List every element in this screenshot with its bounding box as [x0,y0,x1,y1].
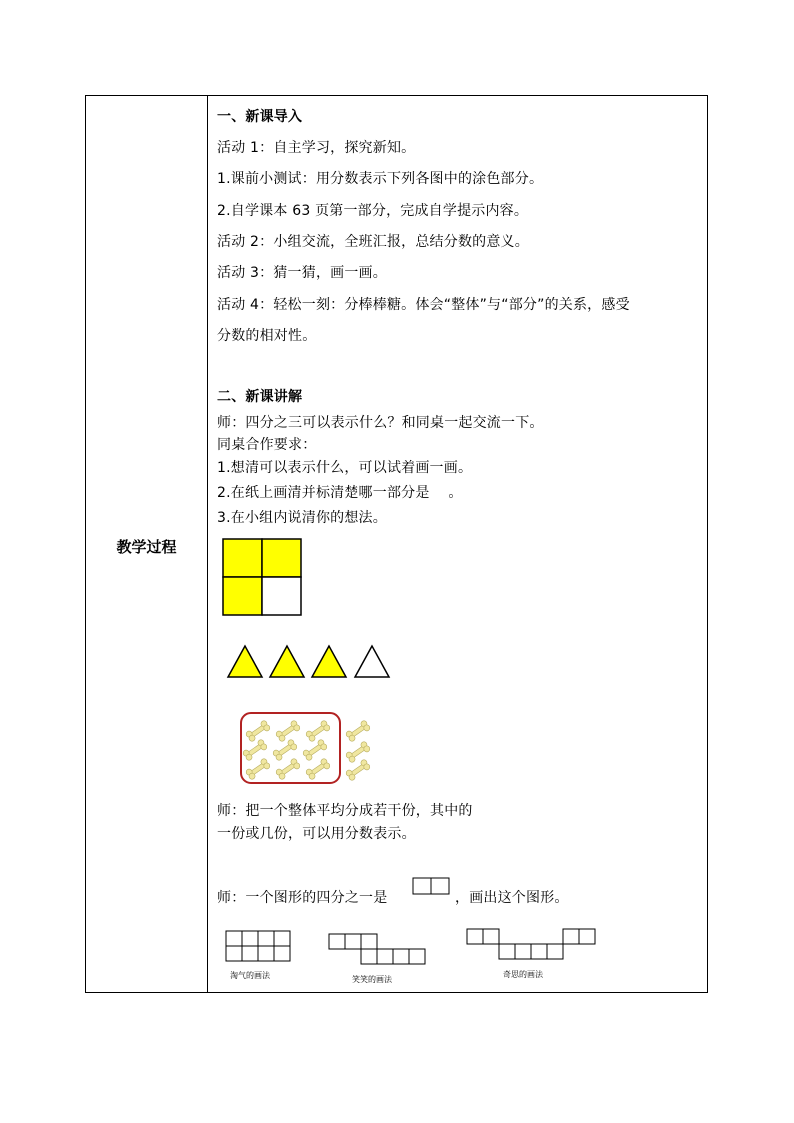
activity1-line: 活动 1：自主学习，探究新知。 [217,140,416,156]
bone-icon [305,758,331,781]
bone-icon [242,739,268,762]
section1-heading: 一、新课导入 [217,109,303,125]
caption-xiaoxiao: 笑笑的画法 [352,975,392,984]
pair-requirements-line: 同桌合作要求： [217,437,317,453]
bone-icon [302,739,328,762]
bone-icon [345,720,371,743]
section2-heading: 二、新课讲解 [217,389,303,405]
caption-qisi: 奇思的画法 [503,970,543,979]
bone-icon [345,741,371,764]
shape-prompt-before: 师：一个图形的四分之一是 [217,890,388,906]
triangles-figure [228,646,389,677]
bone-icon [305,720,331,743]
activity2-line: 活动 2：小组交流，全班汇报，总结分数的意义。 [217,234,529,250]
bone-icon [275,758,301,781]
bone-icon [245,720,271,743]
bone-icon [275,720,301,743]
quarter-shape-sample [413,878,449,894]
bone-icon [272,739,298,762]
requirement-1-line: 1.想清可以表示什么，可以试着画一画。 [217,460,473,476]
summary-line-1: 师：把一个整体平均分成若干份，其中的 [217,803,473,819]
drawing-qisi [467,929,595,959]
activity4-line-continued: 分数的相对性。 [217,328,317,344]
square-fraction-figure [223,539,301,615]
shape-prompt-after: ，画出这个图形。 [455,890,569,906]
caption-taoqi: 淘气的画法 [230,971,270,980]
requirement-3-line: 3.在小组内说清你的想法。 [217,510,387,526]
teaching-process-label: 教学过程 [116,538,177,556]
activity3-line: 活动 3：猜一猜，画一画。 [217,265,387,281]
activity4-line: 活动 4：轻松一刻：分棒棒糖。体会“整体”与“部分”的关系，感受 [217,297,630,313]
bone-icon [345,759,371,782]
bones-figure [241,713,371,783]
pretest-line: 1.课前小测试：用分数表示下列各图中的涂色部分。 [217,171,544,187]
drawing-taoqi [226,931,290,961]
summary-line-2: 一份或几份，可以用分数表示。 [217,826,416,842]
bone-icon [245,758,271,781]
self-study-line: 2.自学课本 63 页第一部分，完成自学提示内容。 [217,203,529,219]
drawing-xiaoxiao [329,934,425,964]
teacher-question-line: 师：四分之三可以表示什么？和同桌一起交流一下。 [217,415,544,431]
requirement-2-line: 2.在纸上画清并标清楚哪一部分是 。 [217,485,463,501]
